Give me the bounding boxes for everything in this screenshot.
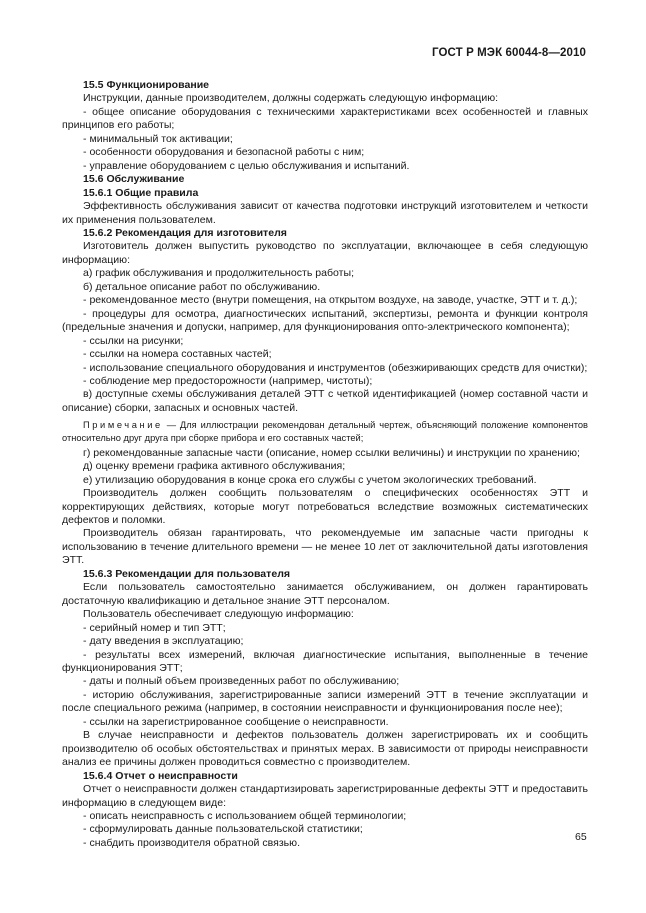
paragraph: - соблюдение мер предосторожности (например, чистоты); <box>83 374 373 387</box>
section-heading: 15.6.2 Рекомендация для изготовителя <box>83 226 287 239</box>
paragraph: д) оценку времени графика активного обслуживания; <box>83 460 346 473</box>
paragraph: Производитель должен сообщить пользователям о специфических особенностях ЭТТ и корректирующих действиях, которые могут потребоваться вследствие возможных систематических дефектов и поломки. <box>62 487 588 526</box>
paragraph: - общее описание оборудования с техническими характеристиками всех особенностей и главных принципов его работы; <box>62 105 588 132</box>
page-number: 65 <box>575 831 587 843</box>
paragraph: Если пользователь самостоятельно занимается обслуживанием, он должен гарантировать достаточную квалификацию и детальное знание ЭТТ персоналом. <box>62 581 588 607</box>
section-heading: 15.6.1 Общие правила <box>83 186 199 199</box>
paragraph: Производитель обязан гарантировать, что рекомендуемые им запасные части пригодны к использованию в течение длительного времени — не менее 10 лет от заключительной даты изготовления ЭТТ. <box>62 527 588 567</box>
paragraph: - сформулировать данные пользовательской статистики; <box>83 823 363 836</box>
paragraph: Инструкции, данные производителем, должны содержать следующую информацию: <box>83 92 499 105</box>
paragraph: а) график обслуживания и продолжительность работы; <box>83 267 355 280</box>
paragraph: б) детальное описание работ по обслуживанию. <box>83 280 321 293</box>
paragraph: в) доступные схемы обслуживания деталей ЭТТ с четкой идентификацией (номер составной части и описание) сборки, запасных и основных частей. <box>62 388 588 414</box>
paragraph: - ссылки на рисунки; <box>83 334 184 347</box>
section-heading: 15.6.4 Отчет о неисправности <box>83 769 238 782</box>
paragraph: - дату введения в эксплуатацию; <box>83 635 244 648</box>
paragraph: - управление оборудованием с целью обслуживания и испытаний. <box>83 159 410 172</box>
paragraph: - серийный номер и тип ЭТТ; <box>83 621 226 634</box>
paragraph: В случае неисправности и дефектов пользователь должен зарегистрировать их и сообщить производителю об особых обстоятельствах и принятых мерах. В зависимости от природы неисправности анализ ее причины должен проводиться совместно с производителем. <box>62 729 588 769</box>
paragraph: - историю обслуживания, зарегистрированные записи измерений ЭТТ в течение эксплуатации и после специального режима (например, в состоянии неисправности и функционирования после нее); <box>62 688 588 715</box>
document-body <box>62 79 588 850</box>
paragraph: - использование специального оборудования и инструментов (обезжиривающих средств для очистки); <box>83 361 588 374</box>
paragraph: е) утилизацию оборудования в конце срока его службы с учетом экологических требований. <box>83 473 537 486</box>
paragraph: - результаты всех измерений, включая диагностические испытания, выполненные в течение функционирования ЭТТ; <box>62 648 588 674</box>
section-heading: 15.5 Функционирование <box>83 79 210 91</box>
paragraph: - ссылки на зарегистрированное сообщение о неисправности. <box>83 715 389 728</box>
paragraph: Эффективность обслуживания зависит от качества подготовки инструкций изготовителем и четкости их применения пользователем. <box>62 200 588 226</box>
paragraph: г) рекомендованные запасные части (описание, номер ссылки величины) и инструкции по хранению; <box>83 446 580 459</box>
section-heading: 15.6 Обслуживание <box>83 173 185 186</box>
document-header: ГОСТ Р МЭК 60044-8—2010 <box>432 47 586 59</box>
note-label: Примечание <box>83 420 163 431</box>
paragraph: Изготовитель должен выпустить руководство по эксплуатации, включающее в себя следующую информацию: <box>62 240 588 266</box>
section-heading: 15.6.3 Рекомендации для пользователя <box>83 567 291 580</box>
paragraph: Пользователь обеспечивает следующую информацию: <box>83 608 354 621</box>
paragraph: Отчет о неисправности должен стандартизировать зарегистрированные дефекты ЭТТ и предоставить информацию в следующем виде: <box>62 783 588 809</box>
paragraph: - минимальный ток активации; <box>83 132 233 145</box>
paragraph: - процедуры для осмотра, диагностических испытаний, экспертизы, ремонта и функции контроля (предельные значения и допуски, например, для функционирования опто-электрического компонента); <box>62 307 588 334</box>
paragraph: - снабдить производителя обратной связью. <box>83 836 301 849</box>
paragraph: - даты и полный объем произведенных работ по обслуживанию; <box>83 675 400 688</box>
paragraph: - рекомендованное место (внутри помещения, на открытом воздухе, на заводе, участке, ЭТТ и т. д.); <box>83 294 578 307</box>
paragraph: - ссылки на номера составных частей; <box>83 348 272 361</box>
note-text: — Для иллюстрации рекомендован детальный чертеж, объясняющий положение компонентов относительно друг друга при сборке прибора и его составных частей; <box>62 420 588 443</box>
paragraph: - описать неисправность с использованием общей терминологии; <box>83 809 407 822</box>
note-paragraph <box>62 419 588 443</box>
paragraph: - особенности оборудования и безопасной работы с ним; <box>83 146 365 159</box>
